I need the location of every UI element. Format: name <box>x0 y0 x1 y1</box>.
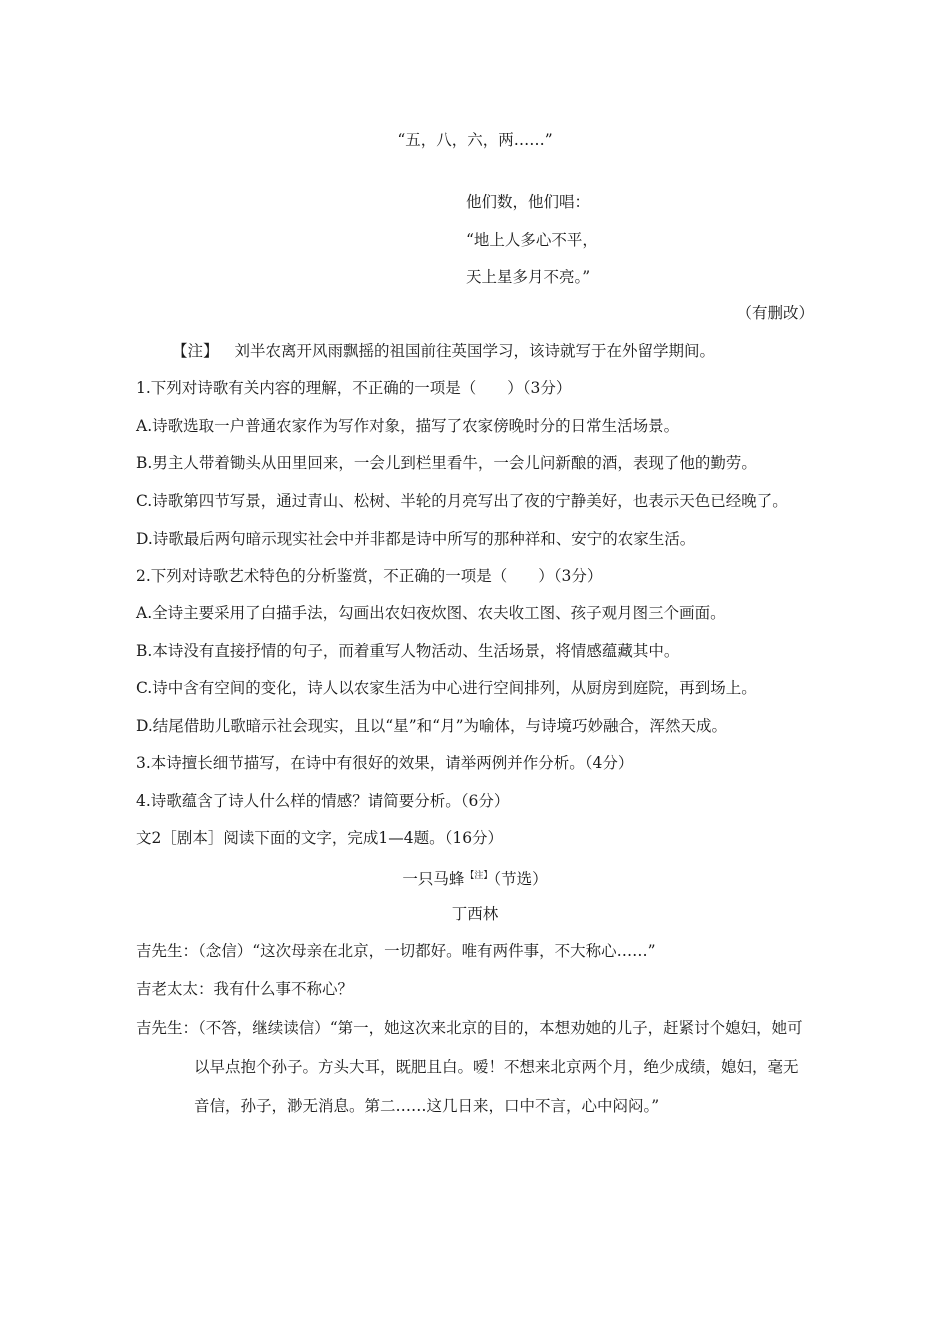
annotation-label: 【注】 <box>172 342 219 360</box>
question-1-stem: 1.下列对诗歌有关内容的理解，不正确的一项是（ ）（3分） <box>136 379 572 397</box>
question-2-option-d: D.结尾借助儿歌暗示社会现实，且以“星”和“月”为喻体，与诗境巧妙融合，浑然天成。 <box>136 717 728 735</box>
text2-intro: 文2［剧本］阅读下面的文字，完成1—4题。（16分） <box>136 829 504 847</box>
text2-title-note: 【注】 <box>465 871 493 881</box>
question-1-option-b: B.男主人带着锄头从田里回来，一会儿到栏里看牛，一会儿问新酿的酒，表现了他的勤劳。 <box>136 454 757 472</box>
dialogue-line-2: 吉老太太：我有什么事不称心？ <box>136 980 354 998</box>
text2-author: 丁西林 <box>451 905 499 923</box>
dialogue-line-4: 以早点抱个孙子。方头大耳，既肥且白。嗳！不想来北京两个月，绝少成绩，媳妇，毫无 <box>194 1058 799 1076</box>
question-2-option-a: A.全诗主要采用了白描手法，勾画出农妇夜炊图、农夫收工图、孩子观月图三个画面。 <box>136 604 726 622</box>
question-2-stem: 2.下列对诗歌艺术特色的分析鉴赏，不正确的一项是（ ）（3分） <box>136 567 603 585</box>
question-4-stem: 4.诗歌蕴含了诗人什么样的情感？请简要分析。（6分） <box>136 792 510 810</box>
question-1-option-c: C.诗歌第四节写景，通过青山、松树、半轮的月亮写出了夜的宁静美好，也表示天色已经晚了。 <box>136 492 788 510</box>
annotation <box>172 341 715 361</box>
poem-line-3: “地上人多心不平， <box>466 231 598 249</box>
source-note: （有删改） <box>736 304 814 322</box>
poem-line-4: 天上星多月不亮。” <box>466 268 591 286</box>
question-3-stem: 3.本诗擅长细节描写，在诗中有很好的效果，请举两例并作分析。（4分） <box>136 754 634 772</box>
text2-title-main: 一只马蜂 <box>402 870 465 888</box>
question-2-option-c: C.诗中含有空间的变化，诗人以农家生活为中心进行空间排列，从厨房到庭院，再到场上。 <box>136 679 757 697</box>
question-1-option-a: A.诗歌选取一户普通农家作为写作对象，描写了农家傍晚时分的日常生活场景。 <box>136 417 680 435</box>
poem-line-1: “五，八，六，两……” <box>397 131 553 149</box>
dialogue-line-5: 音信，孙子，渺无消息。第二……这几日来，口中不言，心中闷闷。” <box>194 1097 660 1115</box>
poem-line-2: 他们数，他们唱： <box>466 193 591 211</box>
text2-title <box>0 866 950 889</box>
annotation-text: 刘半农离开风雨飘摇的祖国前往英国学习，该诗就写于在外留学期间。 <box>234 342 716 360</box>
question-2-option-b: B.本诗没有直接抒情的句子，而着重写人物活动、生活场景，将情感蕴藏其中。 <box>136 642 680 660</box>
text2-title-suffix: （节选） <box>493 870 548 888</box>
question-1-option-d: D.诗歌最后两句暗示现实社会中并非都是诗中所写的那种祥和、安宁的农家生活。 <box>136 530 696 548</box>
dialogue-line-3: 吉先生：（不答，继续读信）“第一，她这次来北京的目的，本想劝她的儿子，赶紧讨个媳妇，她可 <box>136 1019 803 1037</box>
dialogue-line-1: 吉先生：（念信）“这次母亲在北京，一切都好。唯有两件事，不大称心……” <box>136 942 656 960</box>
